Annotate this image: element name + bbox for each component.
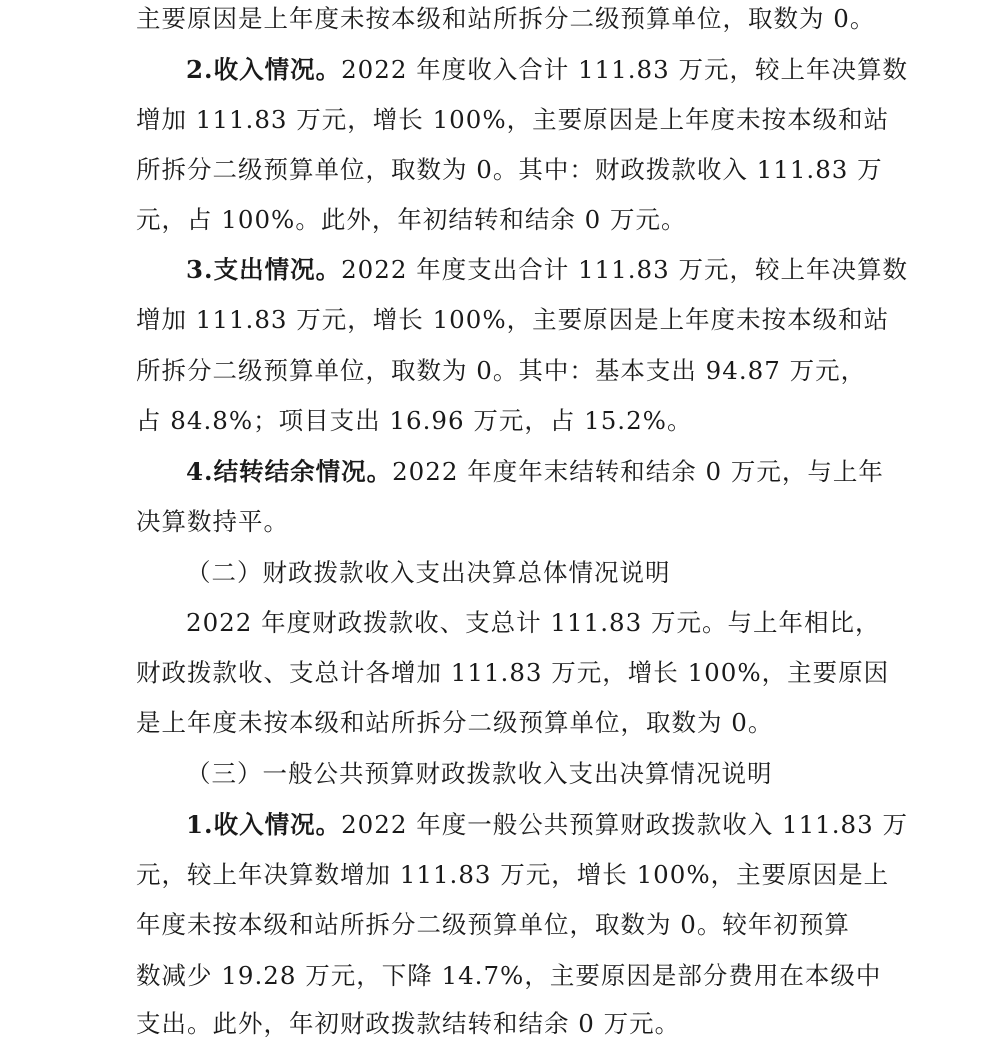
paragraph-line: 财政拨款收、支总计各增加 111.83 万元，增长 100%，主要原因 (136, 658, 890, 687)
paragraph-line: 所拆分二级预算单位，取数为 0。其中：基本支出 94.87 万元， (136, 356, 867, 385)
paragraph-line: 4.结转结余情况。2022 年度年末结转和结余 0 万元，与上年 (186, 457, 884, 486)
paragraph-line: 所拆分二级预算单位，取数为 0。其中：财政拨款收入 111.83 万 (136, 155, 883, 184)
section-heading: 4.结转结余情况。 (186, 457, 393, 486)
section-heading: 1.收入情况。 (186, 810, 342, 839)
paragraph-line: 元，较上年决算数增加 111.83 万元，增长 100%，主要原因是上 (136, 860, 890, 889)
paragraph-line: 支出。此外，年初财政拨款结转和结余 0 万元。 (136, 1009, 681, 1038)
paragraph-line: 年度未按本级和站所拆分二级预算单位，取数为 0。较年初预算 (136, 910, 850, 939)
paragraph-line: 增加 111.83 万元，增长 100%，主要原因是上年度未按本级和站 (136, 305, 890, 334)
paragraph-line: 1.收入情况。2022 年度一般公共预算财政拨款收入 111.83 万 (186, 810, 909, 839)
paragraph-line: 数减少 19.28 万元，下降 14.7%，主要原因是部分费用在本级中 (136, 961, 882, 990)
section-heading: 3.支出情况。 (186, 255, 342, 284)
paragraph-line: 2022 年度财政拨款收、支总计 111.83 万元。与上年相比， (186, 608, 881, 637)
section-heading: 2.收入情况。 (186, 55, 342, 84)
paragraph-line: 元，占 100%。此外，年初结转和结余 0 万元。 (136, 205, 687, 234)
paragraph-line: 是上年度未按本级和站所拆分二级预算单位，取数为 0。 (136, 708, 774, 737)
subsection-title: （三）一般公共预算财政拨款收入支出决算情况说明 (186, 759, 773, 788)
paragraph-line: 决算数持平。 (136, 507, 289, 536)
paragraph-line: 2.收入情况。2022 年度收入合计 111.83 万元，较上年决算数 (186, 55, 909, 84)
subsection-title: （二）财政拨款收入支出决算总体情况说明 (186, 558, 671, 587)
paragraph-line: 主要原因是上年度未按本级和站所拆分二级预算单位，取数为 0。 (136, 4, 876, 33)
paragraph-line: 增加 111.83 万元，增长 100%，主要原因是上年度未按本级和站 (136, 105, 890, 134)
paragraph-line: 3.支出情况。2022 年度支出合计 111.83 万元，较上年决算数 (186, 255, 909, 284)
paragraph-line: 占 84.8%；项目支出 16.96 万元，占 15.2%。 (136, 406, 693, 435)
